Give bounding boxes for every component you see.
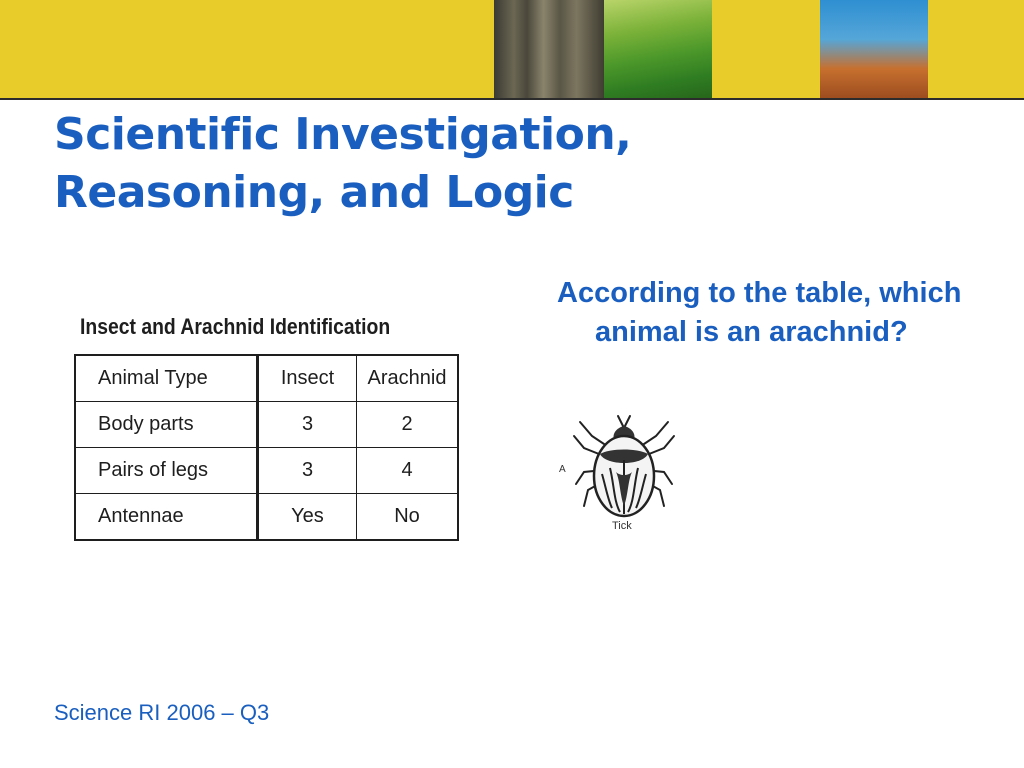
table-cell: 2 [357,402,459,448]
table-cell: Pairs of legs [75,448,258,494]
slide-footer: Science RI 2006 – Q3 [54,700,270,725]
banner-photo-tree [820,0,928,98]
slide-title-line-2: Reasoning, and Logic [54,167,574,218]
table-header-cell: Animal Type [75,355,258,402]
table-row [75,448,458,494]
table-cell: Yes [258,494,357,541]
table-header-cell: Insect [258,355,357,402]
identification-table [74,354,459,541]
banner-photo-field [604,0,712,98]
table-header-cell: Arachnid [357,355,459,402]
header-divider [0,98,1024,100]
table-caption: Insect and Arachnid Identification [80,314,391,339]
slide-title-line-1: Scientific Investigation, [54,109,632,160]
question-text: According to the table, which animal is an arachnid? [557,277,962,348]
table-cell: 3 [258,402,357,448]
slide-title [54,106,631,222]
choice-letter: A [559,464,566,475]
banner-photo-curtain [494,0,604,98]
table-cell: No [357,494,459,541]
table-cell: Body parts [75,402,258,448]
table-cell: 4 [357,448,459,494]
table-header-row [75,355,458,402]
table-row [75,494,458,541]
table-row [75,402,458,448]
choice-label: Tick [612,520,632,532]
tick-icon [570,410,678,526]
table-cell: Antennae [75,494,258,541]
table-cell: 3 [258,448,357,494]
